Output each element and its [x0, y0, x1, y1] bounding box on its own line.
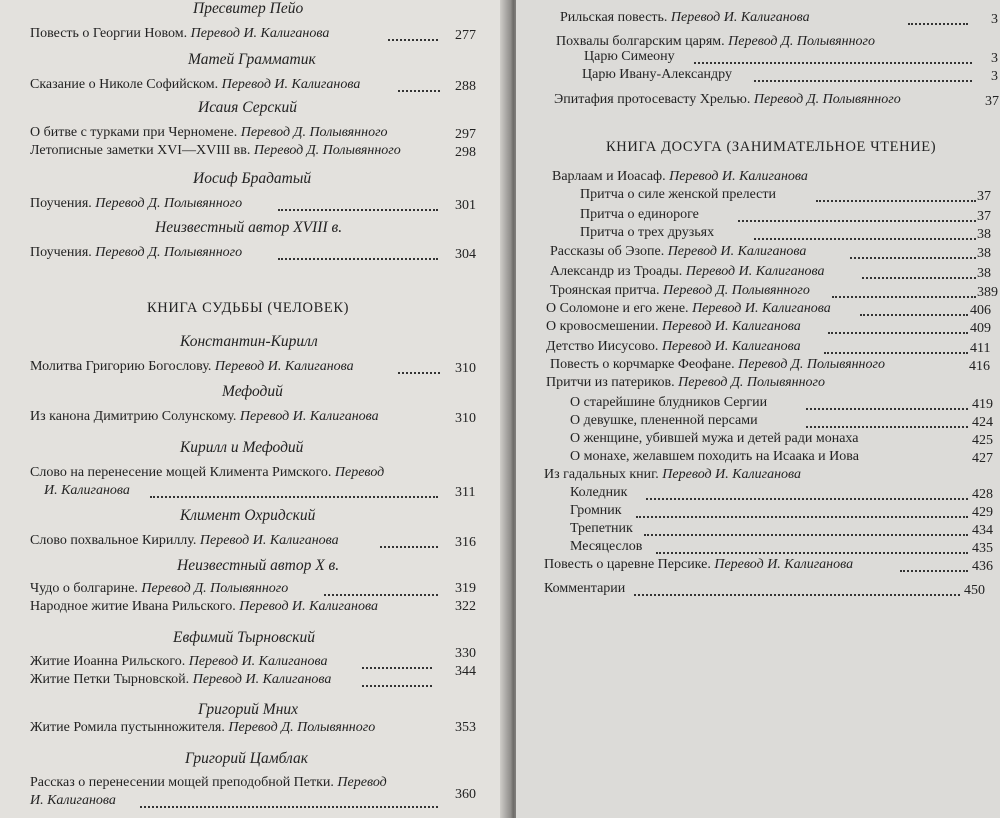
entry-translator: Перевод И. Калиганова — [669, 169, 808, 184]
page-number: 288 — [455, 79, 476, 94]
toc-entry — [546, 338, 801, 356]
section-title: КНИГА ДОСУГА (ЗАНИМАТЕЛЬНОЕ ЧТЕНИЕ) — [606, 139, 937, 155]
entry-title: Поучения. — [30, 245, 92, 260]
entry-translator: Перевод И. Калиганова — [188, 654, 328, 669]
toc-entry — [570, 448, 859, 466]
leader-dots — [398, 89, 440, 92]
entry-title: Рассказы об Эзопе. — [550, 244, 665, 259]
page-number: 38 — [977, 246, 991, 261]
page-number: 37 — [985, 94, 999, 109]
entry-title: Рассказ о перенесении мощей преподобной Петки. — [30, 775, 334, 790]
leader-dots — [738, 219, 976, 222]
page-number: 38 — [977, 266, 991, 281]
entry-translator: Перевод И. Калиганова — [661, 339, 801, 354]
author-heading: Григорий Мних — [198, 701, 299, 718]
author-heading: Матей Грамматик — [188, 51, 316, 68]
entry-translator: Перевод Д. Полывянного — [95, 245, 243, 260]
entry-translator: Перевод Д. Полывянного — [663, 283, 810, 298]
entry-title: О Соломоне и его жене. — [546, 301, 689, 316]
entry-title: Притча о силе женской прелести — [580, 187, 776, 202]
toc-entry — [570, 520, 633, 538]
entry-title: Александр из Троады. — [550, 264, 683, 279]
page-number: 344 — [455, 664, 476, 679]
entry-title: Повесть о корчмарке Феофане. — [550, 357, 735, 372]
leader-dots — [278, 257, 438, 260]
leader-dots — [828, 331, 968, 334]
page-number: 416 — [969, 359, 990, 374]
entry-translator: Перевод Д. Полывянного — [253, 143, 401, 158]
toc-entry — [30, 580, 288, 598]
toc-entry — [544, 466, 801, 484]
entry-title: Комментарии — [544, 581, 626, 596]
entry-translator: Перевод И. Калиганова — [221, 77, 361, 92]
entry-title: Житие Петки Тырновской. — [30, 672, 190, 687]
leader-dots — [636, 515, 968, 518]
entry-translator: Перевод — [334, 465, 385, 480]
leader-dots — [832, 295, 976, 298]
toc-entry — [570, 430, 858, 448]
page-number: 311 — [455, 485, 476, 500]
toc-entry — [580, 186, 776, 204]
leader-dots — [806, 407, 968, 410]
leader-dots — [278, 208, 438, 211]
entry-translator: Перевод И. Калиганова — [667, 244, 807, 259]
page-number: 310 — [455, 411, 476, 426]
entry-title: Житие Ромила пустынножителя. — [30, 720, 225, 735]
toc-entry — [30, 464, 384, 482]
entry-title: Из канона Димитрию Солунскому. — [30, 409, 237, 424]
page-number: 37 — [977, 209, 991, 224]
leader-dots — [908, 22, 968, 25]
page-number: 37 — [977, 189, 991, 204]
entry-title: Поучения. — [30, 196, 92, 211]
entry-translator: Перевод И. Калиганова — [199, 533, 339, 548]
leader-dots — [362, 684, 432, 687]
entry-title: Троянская притча. — [550, 283, 660, 298]
author-heading: Неизвестный автор XVIII в. — [155, 219, 343, 236]
page-number: 409 — [970, 321, 991, 336]
leader-dots — [656, 551, 968, 554]
toc-entry — [546, 300, 831, 318]
toc-entry — [570, 538, 642, 556]
entry-title: Варлаам и Иоасаф. — [552, 169, 666, 184]
toc-entry — [584, 48, 675, 66]
entry-translator: Перевод И. Калиганова — [714, 557, 854, 572]
entry-translator: Перевод Д. Полывянного — [728, 34, 876, 49]
page-number: 3 — [991, 12, 998, 27]
leader-dots — [634, 593, 960, 596]
entry-translator: Перевод И. Калиганова — [239, 599, 378, 614]
leader-dots — [324, 593, 438, 596]
page-number: 330 — [455, 646, 476, 661]
page-number: 425 — [972, 433, 993, 448]
entry-translator: Перевод И. Калиганова — [670, 10, 810, 25]
page-number: 427 — [972, 451, 993, 466]
leader-dots — [754, 79, 972, 82]
page-number: 301 — [455, 198, 476, 213]
leader-dots — [362, 666, 432, 669]
page-number: 424 — [972, 415, 993, 430]
entry-translator: И. Калиганова — [44, 483, 130, 498]
toc-entry — [30, 195, 242, 213]
author-heading: Григорий Цамблак — [185, 750, 309, 767]
entry-title: Похвалы болгарским царям. — [556, 34, 725, 49]
entry-title: Эпитафия протосевасту Хрелью. — [554, 92, 751, 107]
toc-entry — [570, 412, 758, 430]
entry-translator: Перевод Д. Полывянного — [738, 357, 885, 372]
entry-title: Притча о трех друзьях — [580, 225, 715, 240]
author-heading: Константин-Кирилл — [180, 333, 318, 350]
page-number: 411 — [970, 341, 991, 356]
author-heading: Неизвестный автор X в. — [177, 557, 340, 574]
entry-title: Молитва Григорию Богослову. — [30, 359, 212, 374]
toc-entry — [30, 25, 329, 43]
entry-title: Притчи из патериков. — [546, 375, 675, 390]
author-heading: Исаия Серский — [198, 99, 297, 116]
page-number: 310 — [455, 361, 476, 376]
page-number: 319 — [455, 581, 476, 596]
entry-title: Царю Симеону — [584, 49, 675, 64]
toc-entry — [570, 502, 622, 520]
leader-dots — [862, 276, 976, 279]
page-number: 360 — [455, 787, 476, 802]
toc-entry — [30, 142, 401, 160]
leader-dots — [900, 569, 968, 572]
entry-title: Детство Иисусово. — [546, 339, 659, 354]
toc-entry — [30, 774, 387, 792]
author-heading: Мефодий — [222, 383, 283, 400]
entry-translator: Перевод — [337, 775, 387, 790]
toc-entry — [30, 532, 339, 550]
page-number: 298 — [455, 145, 476, 160]
entry-translator: Перевод И. Калиганова — [685, 264, 825, 279]
page-number: 406 — [970, 303, 991, 318]
section-title: КНИГА СУДЬБЫ (ЧЕЛОВЕК) — [147, 300, 350, 316]
toc-entry — [580, 206, 699, 224]
toc-entry — [30, 653, 327, 671]
toc-entry — [30, 598, 378, 616]
entry-title: Повесть о царевне Персике. — [544, 557, 711, 572]
entry-title: Слово похвальное Кириллу. — [30, 533, 197, 548]
page-number: 316 — [455, 535, 476, 550]
author-heading: Климент Охридский — [180, 507, 316, 524]
entry-translator: Перевод Д. Полывянного — [141, 581, 289, 596]
leader-dots — [388, 38, 438, 41]
author-heading: Пресвитер Пейо — [193, 0, 304, 17]
entry-title: Месяцеслов — [570, 539, 643, 554]
entry-translator: Перевод И. Калиганова — [662, 467, 802, 482]
page-number: 3 — [991, 51, 998, 66]
toc-entry — [554, 91, 901, 109]
leader-dots — [850, 256, 976, 259]
page-number: 419 — [972, 397, 993, 412]
toc-entry — [546, 318, 801, 336]
entry-title: Коледник — [570, 485, 628, 500]
toc-entry — [570, 484, 627, 502]
leader-dots — [140, 805, 438, 808]
entry-translator: Перевод И. Калиганова — [190, 26, 330, 41]
page-number: 322 — [455, 599, 476, 614]
entry-translator: Перевод И. Калиганова — [192, 672, 332, 687]
toc-entry — [544, 556, 853, 574]
toc-entry — [550, 356, 885, 374]
entry-title: О кровосмешении. — [546, 319, 659, 334]
entry-translator: Перевод Д. Полывянного — [678, 375, 825, 390]
entry-translator: Перевод И. Калиганова — [662, 319, 801, 334]
leader-dots — [860, 313, 968, 316]
author-heading: Евфимий Тырновский — [173, 629, 316, 646]
page-number: 389 — [977, 285, 998, 300]
entry-translator: Перевод Д. Полывянного — [228, 720, 376, 735]
entry-title: Из гадальных книг. — [544, 467, 659, 482]
leader-dots — [694, 61, 972, 64]
leader-dots — [644, 533, 968, 536]
entry-title: Летописные заметки XVI—XVIII вв. — [30, 143, 251, 158]
entry-title: Народное житие Ивана Рильского. — [30, 599, 236, 614]
page-number: 435 — [972, 541, 993, 556]
toc-entry — [550, 282, 810, 300]
toc-entry — [560, 9, 810, 27]
entry-title: Притча о единороге — [580, 207, 699, 222]
entry-title: Рильская повесть. — [560, 10, 668, 25]
toc-entry — [552, 168, 808, 186]
toc-entry — [30, 244, 242, 262]
toc-entry — [570, 394, 767, 412]
entry-title: О женщине, убившей мужа и детей ради монаха — [570, 431, 859, 446]
toc-entry — [546, 374, 825, 392]
author-heading: Иосиф Брадатый — [193, 170, 312, 187]
leader-dots — [380, 545, 438, 548]
toc-entry — [550, 263, 825, 281]
page-number: 436 — [972, 559, 993, 574]
page-number: 450 — [964, 583, 985, 598]
entry-title: Слово на перенесение мощей Климента Римского. — [30, 465, 332, 480]
leader-dots — [398, 371, 440, 374]
toc-entry — [550, 243, 806, 261]
author-heading: Кирилл и Мефодий — [180, 439, 304, 456]
leader-dots — [816, 199, 976, 202]
page-number: 428 — [972, 487, 993, 502]
entry-title: Житие Иоанна Рильского. — [30, 654, 186, 669]
toc-entry-continuation — [44, 482, 130, 500]
page-number: 297 — [455, 127, 476, 142]
entry-translator: И. Калиганова — [30, 793, 116, 808]
entry-title: Царю Ивану-Александру — [582, 67, 732, 82]
entry-title: Сказание о Николе Софийском. — [30, 77, 219, 92]
page-number: 277 — [455, 28, 476, 43]
toc-entry — [30, 408, 379, 426]
page-number: 3 — [991, 69, 998, 84]
toc-entry — [30, 124, 388, 142]
toc-entry — [580, 224, 714, 242]
entry-translator: Перевод И. Калиганова — [239, 409, 379, 424]
page-number: 434 — [972, 523, 993, 538]
entry-title: Повесть о Георгии Новом. — [30, 26, 188, 41]
leader-dots — [754, 237, 976, 240]
toc-entry — [30, 76, 360, 94]
leader-dots — [646, 497, 968, 500]
leader-dots — [824, 351, 968, 354]
entry-translator: Перевод Д. Полывянного — [753, 92, 901, 107]
entry-translator: Перевод И. Калиганова — [692, 301, 831, 316]
toc-entry — [30, 719, 375, 737]
leader-dots — [150, 495, 438, 498]
entry-title: О монахе, желавшем походить на Исаака и Иова — [570, 449, 859, 464]
entry-translator: Перевод Д. Полывянного — [240, 125, 388, 140]
page-number: 429 — [972, 505, 993, 520]
toc-entry — [544, 580, 625, 598]
entry-title: О битве с турками при Черномене. — [30, 125, 238, 140]
page-number: 304 — [455, 247, 476, 262]
entry-title: Громник — [570, 503, 622, 518]
toc-entry-continuation — [30, 792, 116, 810]
right-page — [516, 0, 1000, 818]
entry-title: О девушке, плененной персами — [570, 413, 758, 428]
entry-title: О старейшине блудников Сергии — [570, 395, 768, 410]
entry-translator: Перевод И. Калиганова — [214, 359, 354, 374]
entry-title: Трепетник — [570, 521, 633, 536]
entry-title: Чудо о болгарине. — [30, 581, 138, 596]
leader-dots — [806, 425, 968, 428]
page-number: 353 — [455, 720, 476, 735]
page-number: 38 — [977, 227, 991, 242]
toc-entry — [30, 358, 354, 376]
entry-translator: Перевод Д. Полывянного — [95, 196, 243, 211]
toc-entry — [582, 66, 732, 84]
toc-entry — [30, 671, 331, 689]
